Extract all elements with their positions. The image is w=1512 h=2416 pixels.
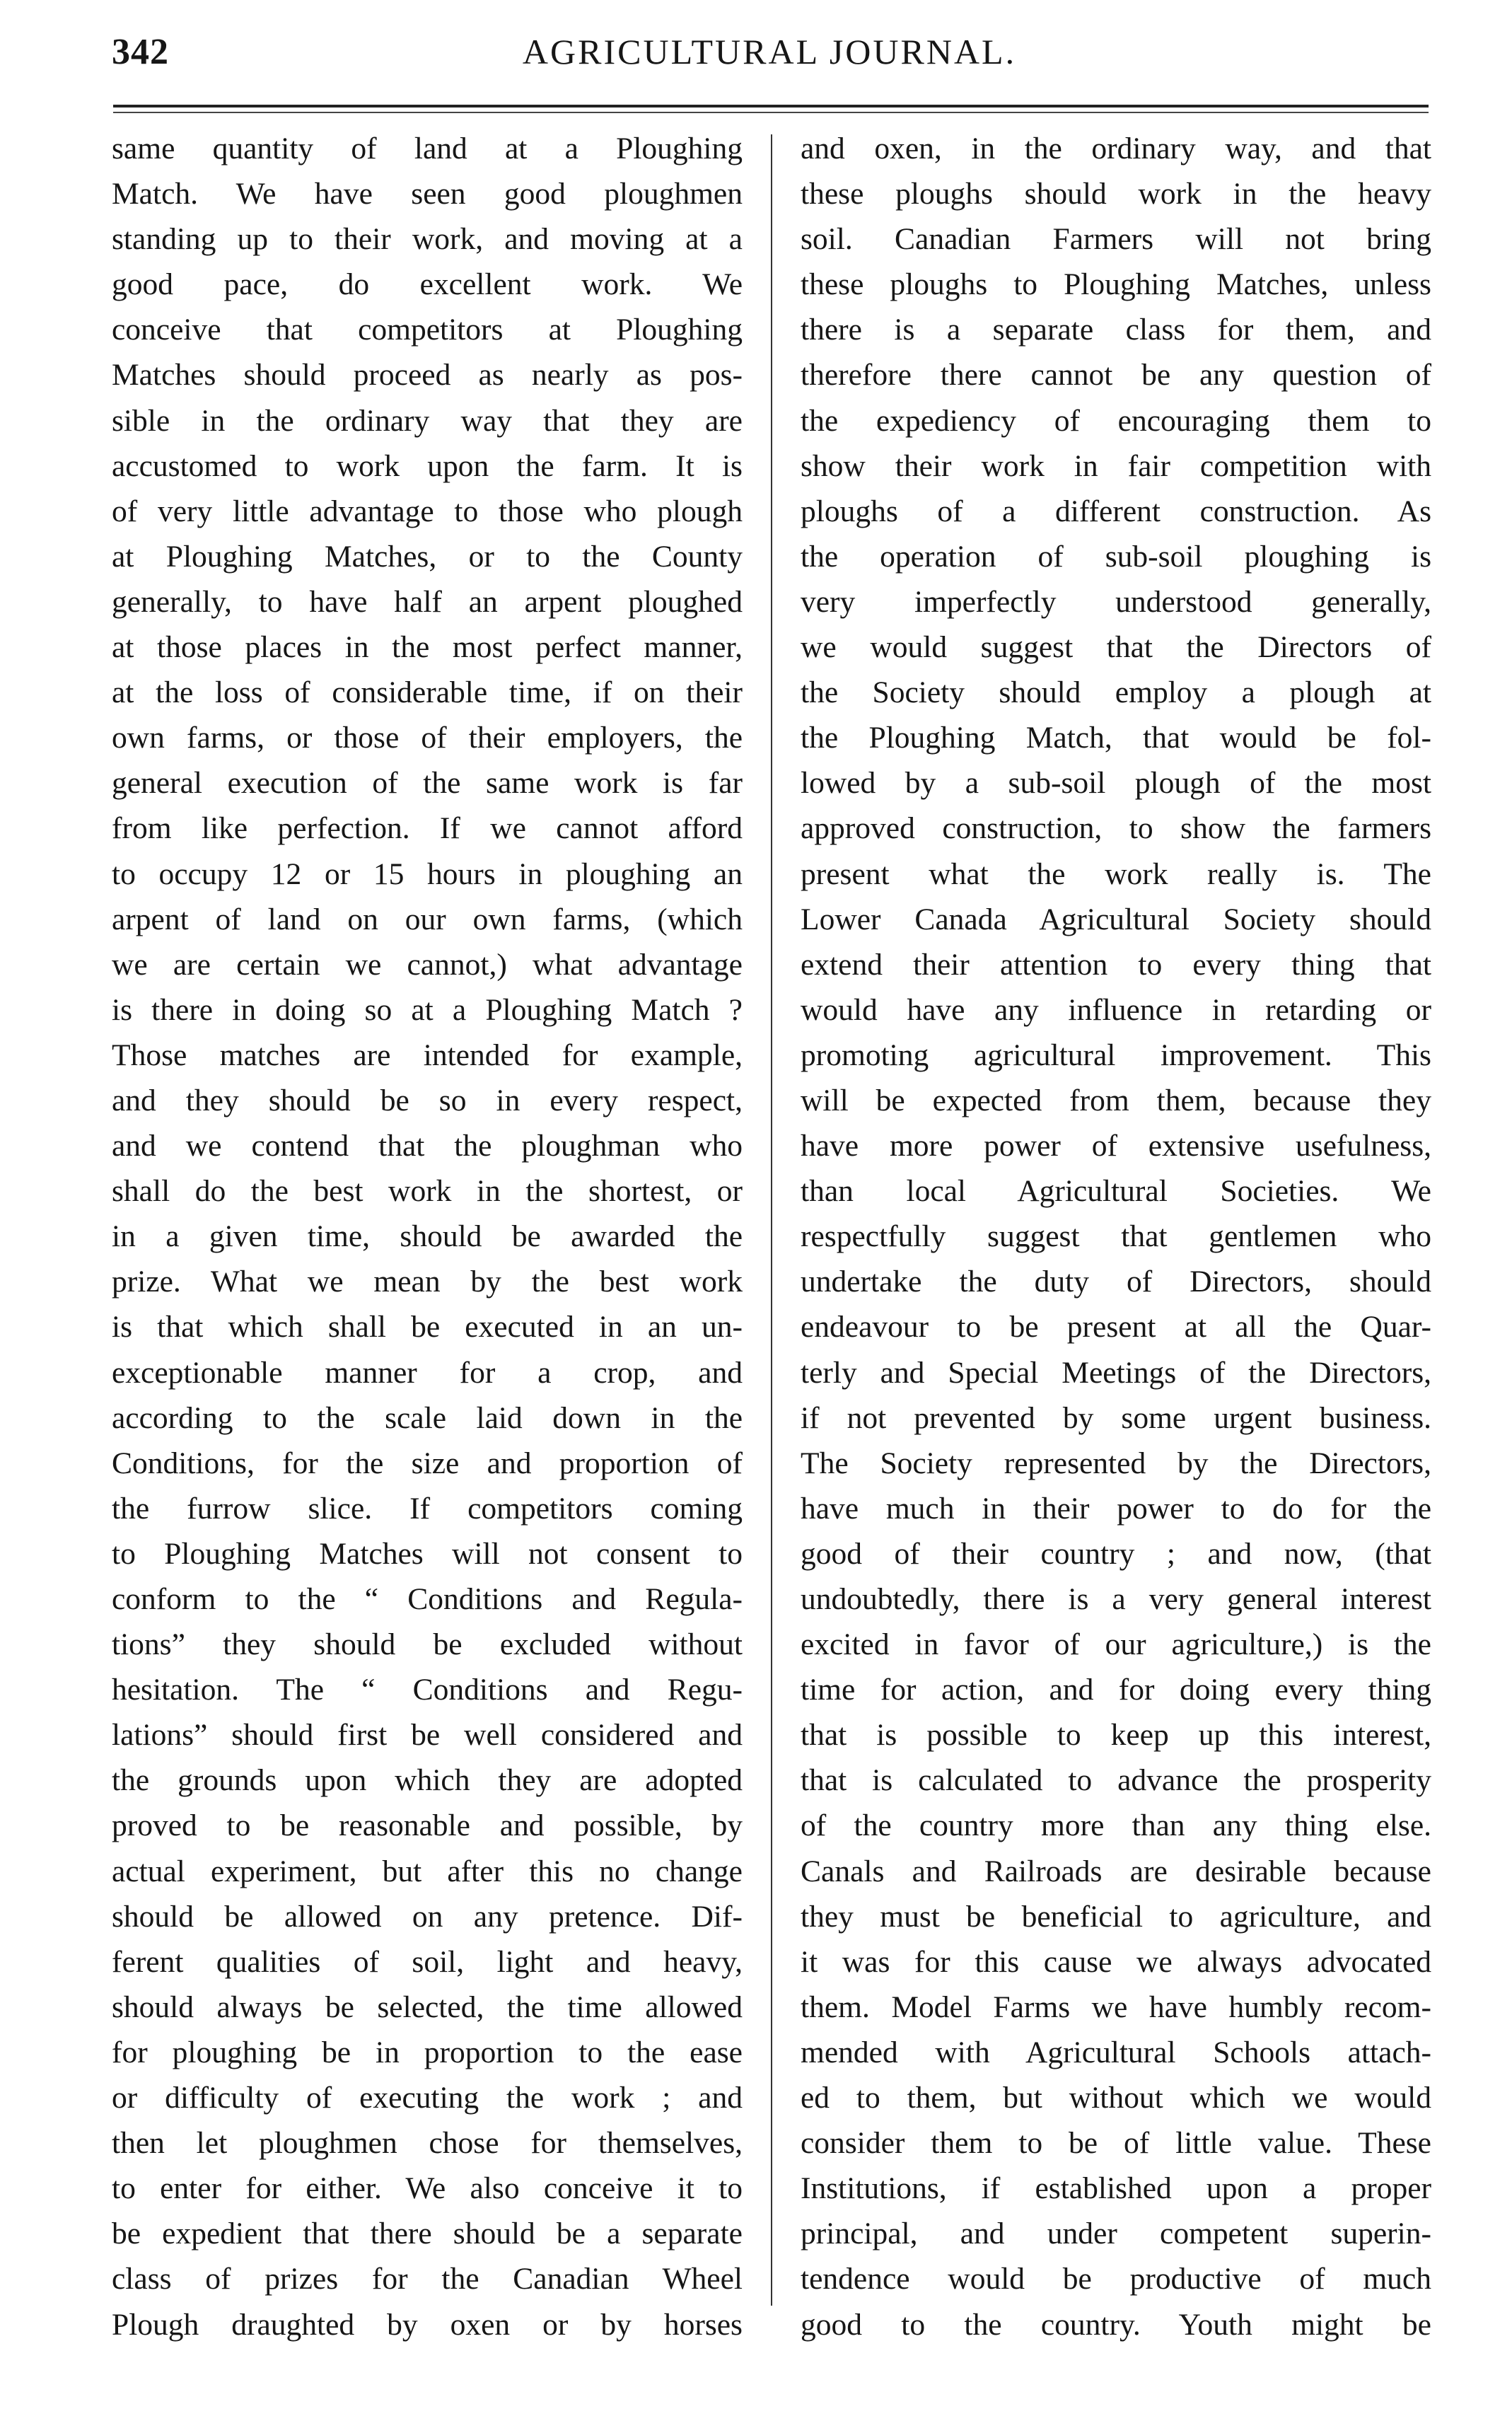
right-column-line: tendence would be productive of much [801, 2262, 1431, 2296]
right-column-line: endeavour to be present at all the Quar- [801, 1310, 1431, 1345]
right-column-line: very imperfectly understood generally, [801, 584, 1431, 619]
left-column-line: from like perfection. If we cannot afford [112, 811, 743, 846]
right-column-line: soil. Canadian Farmers will not bring [801, 222, 1431, 257]
column-divider [771, 134, 772, 2306]
left-column-line: shall do the best work in the shortest, or [112, 1174, 743, 1209]
right-column-line: excited in favor of our agriculture,) is the [801, 1627, 1431, 1662]
right-column-line: we would suggest that the Directors of [801, 630, 1431, 665]
right-column-line: and oxen, in the ordinary way, and that [801, 132, 1431, 165]
right-column-line: show their work in fair competition with [801, 448, 1431, 483]
left-column-line: should be allowed on any pretence. Dif- [112, 1899, 743, 1934]
right-column-line: that is calculated to advance the prosperity [801, 1763, 1431, 1798]
left-column-line: class of prizes for the Canadian Wheel [112, 2262, 743, 2296]
text-columns [112, 126, 1433, 2342]
right-column-line: that is possible to keep up this interest, [801, 1718, 1431, 1753]
left-column-line: for ploughing be in proportion to the ease [112, 2035, 743, 2069]
right-column-line: Institutions, if established upon a proper [801, 2171, 1431, 2206]
right-column-line: the Ploughing Match, that would be fol- [801, 721, 1431, 755]
right-column-line: Lower Canada Agricultural Society should [801, 902, 1431, 936]
right-column-line: undertake the duty of Directors, should [801, 1265, 1431, 1299]
right-column-line: than local Agricultural Societies. We [801, 1174, 1431, 1209]
right-column-line: the Society should employ a plough at [801, 675, 1431, 710]
right-column-line: there is a separate class for them, and [801, 313, 1431, 347]
left-column-line: we are certain we cannot,) what advantage [112, 947, 743, 982]
left-column-line: and we contend that the ploughman who [112, 1129, 743, 1163]
right-column-line: extend their attention to every thing that [801, 947, 1431, 982]
right-column-line: mended with Agricultural Schools attach- [801, 2035, 1431, 2069]
right-column-line: the expediency of encouraging them to [801, 403, 1431, 438]
right-column-line: approved construction, to show the farmers [801, 811, 1431, 846]
right-column-line: The Society represented by the Directors, [801, 1446, 1431, 1480]
left-column-line: or difficulty of executing the work ; and [112, 2081, 743, 2115]
right-column-line: they must be beneficial to agriculture, and [801, 1899, 1431, 1934]
running-title: AGRICULTURAL JOURNAL. [522, 32, 1017, 71]
left-column-line: Conditions, for the size and proportion of [112, 1446, 743, 1480]
right-column-line: good of their country ; and now, (that [801, 1536, 1431, 1571]
left-column-line: of very little advantage to those who plough [112, 494, 743, 528]
left-column-line: be expedient that there should be a separate [112, 2217, 743, 2251]
page-header [112, 31, 1427, 95]
right-column-line: these ploughs should work in the heavy [801, 177, 1431, 211]
left-column-line: tions” they should be excluded without [112, 1627, 743, 1662]
right-column-line: ed to them, but without which we would [801, 2081, 1431, 2115]
left-column-line: to occupy 12 or 15 hours in ploughing an [112, 856, 743, 891]
right-column-line: time for action, and for doing every thing [801, 1673, 1431, 1707]
right-column-line: these ploughs to Ploughing Matches, unless [801, 267, 1431, 302]
right-column-line: have much in their power to do for the [801, 1491, 1431, 1526]
left-column-line: should always be selected, the time allowed [112, 1990, 743, 2024]
left-column-line: in a given time, should be awarded the [112, 1219, 743, 1254]
right-column-line: lowed by a sub-soil plough of the most [801, 766, 1431, 801]
left-column-line: proved to be reasonable and possible, by [112, 1808, 743, 1843]
right-column-line: promoting agricultural improvement. This [801, 1038, 1431, 1072]
right-column-line: ploughs of a different construction. As [801, 494, 1431, 528]
right-column-line: it was for this cause we always advocated [801, 1944, 1431, 1979]
right-column-line: Canals and Railroads are desirable because [801, 1854, 1431, 1888]
left-column-line: at those places in the most perfect manner, [112, 630, 743, 665]
right-column-line: the operation of sub-soil ploughing is [801, 539, 1431, 574]
left-column-line: is there in doing so at a Ploughing Match ? [112, 992, 743, 1027]
right-column-line: therefore there cannot be any question of [801, 358, 1431, 393]
left-column-line: Those matches are intended for example, [112, 1038, 743, 1072]
right-column-line: would have any influence in retarding or [801, 992, 1431, 1027]
right-column-line: if not prevented by some urgent business. [801, 1400, 1431, 1435]
left-column-line: conform to the “ Conditions and Regula- [112, 1582, 743, 1616]
right-column-line: terly and Special Meetings of the Directors, [801, 1355, 1431, 1390]
left-column-line: to enter for either. We also conceive it to [112, 2171, 743, 2206]
left-column-line: hesitation. The “ Conditions and Regu- [112, 1673, 743, 1707]
left-column-line: at the loss of considerable time, if on their [112, 675, 743, 710]
right-column-line: undoubtedly, there is a very general interest [801, 1582, 1431, 1616]
left-column-line: the grounds upon which they are adopted [112, 1763, 743, 1798]
right-column [801, 126, 1431, 2347]
right-column-line: present what the work really is. The [801, 856, 1431, 891]
left-column-line: own farms, or those of their employers, the [112, 721, 743, 755]
left-column-line: is that which shall be executed in an un- [112, 1310, 743, 1345]
left-column-line: same quantity of land at a Ploughing [112, 132, 743, 165]
left-column-line: standing up to their work, and moving at a [112, 222, 743, 257]
left-column-line: to Ploughing Matches will not consent to [112, 1536, 743, 1571]
left-column-line: good pace, do excellent work. We [112, 267, 743, 302]
left-column-line: actual experiment, but after this no change [112, 1854, 743, 1888]
right-column-line: have more power of extensive usefulness, [801, 1129, 1431, 1163]
left-column-line: accustomed to work upon the farm. It is [112, 448, 743, 483]
left-column-line: prize. What we mean by the best work [112, 1265, 743, 1299]
left-column-line: generally, to have half an arpent ploughed [112, 584, 743, 619]
left-column-line: conceive that competitors at Ploughing [112, 313, 743, 347]
right-column-line: respectfully suggest that gentlemen who [801, 1219, 1431, 1254]
left-column-line: and they should be so in every respect, [112, 1083, 743, 1117]
right-column-line: consider them to be of little value. These [801, 2126, 1431, 2161]
left-column-line: Match. We have seen good ploughmen [112, 177, 743, 211]
right-column-line: of the country more than any thing else. [801, 1808, 1431, 1843]
left-column-line: exceptionable manner for a crop, and [112, 1355, 743, 1390]
left-column-line: Matches should proceed as nearly as pos- [112, 358, 743, 393]
left-column-line: ferent qualities of soil, light and heavy, [112, 1944, 743, 1979]
left-column-line: the furrow slice. If competitors coming [112, 1491, 743, 1526]
left-column-line: then let ploughmen chose for themselves, [112, 2126, 743, 2161]
left-column-line: lations” should first be well considered and [112, 1718, 743, 1753]
left-column [112, 126, 743, 2347]
header-rule-thin [113, 112, 1429, 113]
header-rule-thick [113, 105, 1429, 108]
left-column-line: general execution of the same work is far [112, 766, 743, 801]
left-column-line: according to the scale laid down in the [112, 1400, 743, 1435]
right-column-line: principal, and under competent superin- [801, 2217, 1431, 2251]
left-column-line: at Ploughing Matches, or to the County [112, 539, 743, 574]
left-column-line: arpent of land on our own farms, (which [112, 902, 743, 936]
left-column-line: Plough draughted by oxen or by horses [112, 2307, 743, 2342]
right-column-line: them. Model Farms we have humbly recom- [801, 1990, 1431, 2024]
left-column-line: sible in the ordinary way that they are [112, 403, 743, 438]
right-column-line: good to the country. Youth might be [801, 2307, 1431, 2342]
right-column-line: will be expected from them, because they [801, 1083, 1431, 1117]
page-number: 342 [112, 32, 169, 72]
